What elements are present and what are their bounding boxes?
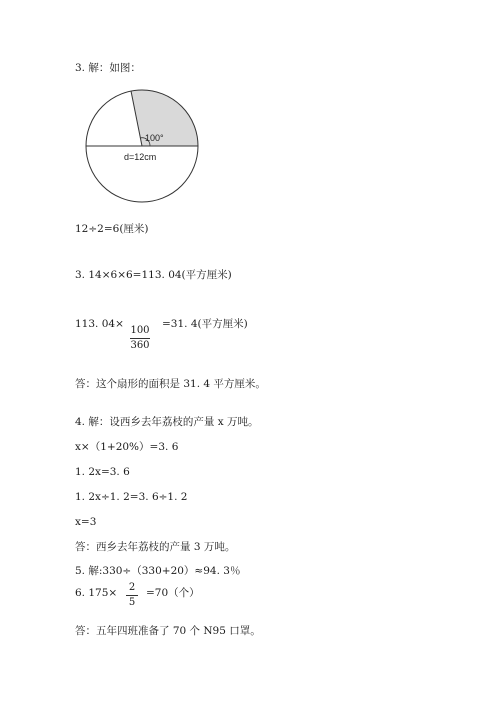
q6-left: 6. 175× xyxy=(75,587,118,599)
q4-heading: 4. 解：设西乡去年荔枝的产量 x 万吨。 xyxy=(75,416,259,428)
q4-eq4: x=3 xyxy=(75,516,97,528)
sector-circle-figure xyxy=(84,84,214,204)
fraction-denominator: 5 xyxy=(128,597,136,608)
q6-answer: 答：五年四班准备了 70 个 N95 口罩。 xyxy=(75,625,261,637)
q4-eq2: 1. 2x=3. 6 xyxy=(75,466,130,478)
fraction-bar xyxy=(130,338,150,339)
diameter-label: d=12cm xyxy=(124,152,157,162)
q4-eq3: 1. 2x÷1. 2=3. 6÷1. 2 xyxy=(75,491,188,503)
fraction-denominator: 360 xyxy=(130,340,150,351)
q4-answer: 答：西乡去年荔枝的产量 3 万吨。 xyxy=(75,541,236,553)
fraction-numerator: 2 xyxy=(128,582,136,593)
q3-step3-right: =31. 4(平方厘米) xyxy=(162,318,248,330)
fraction-bar xyxy=(126,595,138,596)
angle-label: 100° xyxy=(145,133,164,143)
q3-step3-left: 113. 04× xyxy=(75,318,124,330)
q4-eq1: x×（1+20%）=3. 6 xyxy=(75,441,179,453)
q3-step2: 3. 14×6×6=113. 04(平方厘米) xyxy=(75,269,232,281)
q5-text: 5. 解:330÷（330+20）≈94. 3％ xyxy=(75,565,241,577)
q6-right: =70（个） xyxy=(146,587,200,599)
q3-step1: 12÷2=6(厘米) xyxy=(75,223,149,235)
q6-fraction xyxy=(126,582,138,609)
fraction-numerator: 100 xyxy=(130,325,150,336)
q3-step3-fraction xyxy=(130,325,150,352)
q3-heading: 3. 解：如图： xyxy=(75,62,141,74)
q3-answer: 答：这个扇形的面积是 31. 4 平方厘米。 xyxy=(75,378,266,390)
